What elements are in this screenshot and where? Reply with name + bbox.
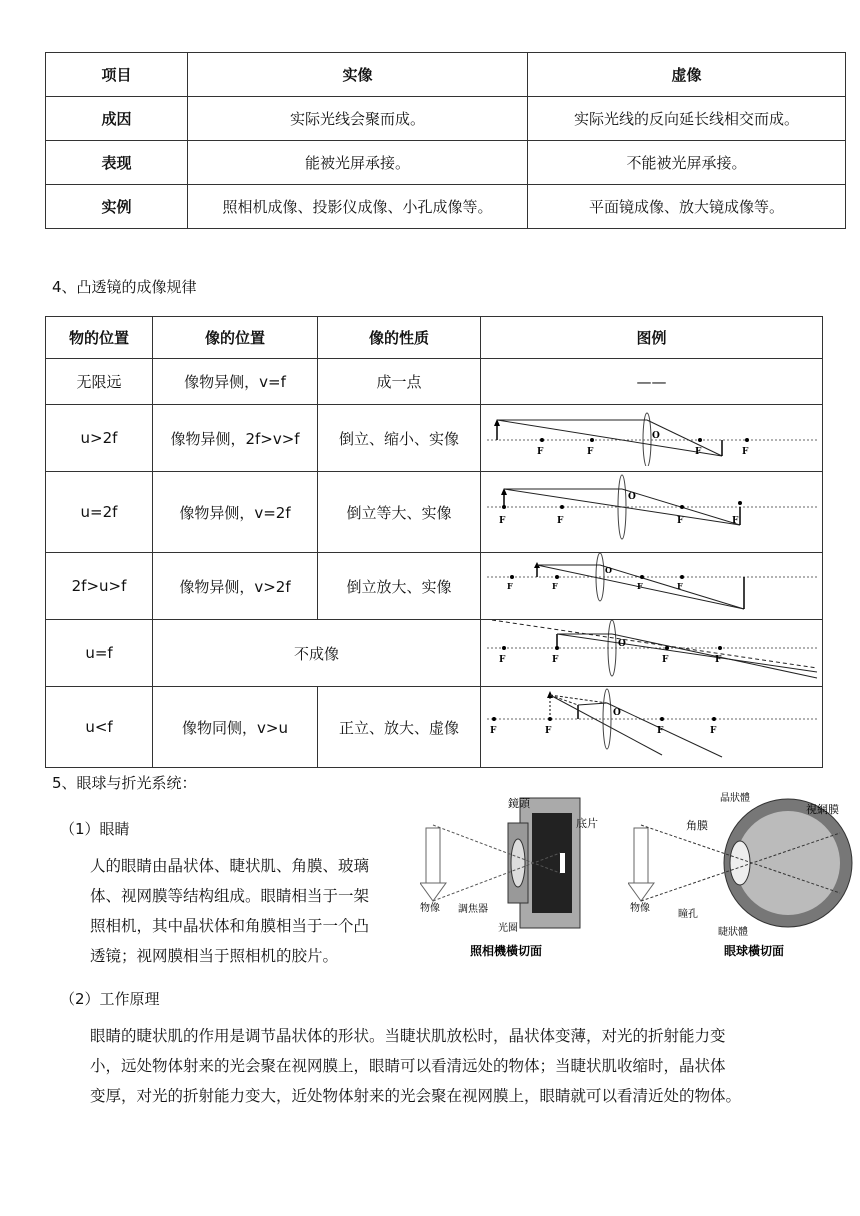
text-line: 变厚，对光的折射能力变大，近处物体射来的光会聚在视网膜上，眼睛就可以看清近处的物体。: [90, 1087, 742, 1105]
ray-diagram-cell: [481, 620, 823, 687]
focus-label: F: [709, 726, 716, 736]
table-cell: 像物同侧，v>u: [153, 687, 318, 768]
center-label: O: [612, 708, 621, 718]
ray-diagram-u-lt-f: [482, 687, 822, 763]
object-label: 物像: [420, 903, 440, 914]
table-row: [46, 185, 846, 229]
convex-lens-table: [45, 316, 823, 768]
table-row: [46, 553, 823, 620]
center-label: O: [651, 431, 660, 441]
image-type-table: [45, 52, 846, 229]
table-cell: ——: [481, 359, 823, 405]
focus-ring-label: 調焦器: [458, 904, 488, 915]
focus-label: F: [676, 581, 683, 591]
header-cell: 像的位置: [153, 317, 318, 359]
table-cell: 倒立、缩小、实像: [318, 405, 481, 472]
focus-label: F: [741, 447, 748, 457]
eye-subsection-title: （1）眼睛: [60, 820, 130, 838]
focus-label: F: [676, 516, 683, 526]
table-header-row: [46, 53, 846, 97]
text-line: 透镜；视网膜相当于照相机的胶片。: [90, 947, 339, 965]
ciliary-label: 睫狀體: [718, 927, 748, 938]
camera-caption: 照相機橫切面: [470, 944, 543, 958]
object-label: 物像: [630, 903, 650, 914]
table-cell: 像物异侧，v=2f: [153, 472, 318, 553]
header-cell: 实像: [188, 53, 528, 97]
principle-paragraph: [90, 1021, 860, 1111]
table-row: [46, 620, 823, 687]
table-cell: 倒立等大、实像: [318, 472, 481, 553]
aperture-label: 光圈: [498, 923, 518, 934]
ray-diagram-cell: [481, 405, 823, 472]
table-cell: 实际光线会聚而成。: [188, 97, 528, 141]
table-header-row: [46, 317, 823, 359]
header-cell: 物的位置: [46, 317, 153, 359]
table-cell: 2f>u>f: [46, 553, 153, 620]
focus-label: F: [536, 447, 543, 457]
focus-label: F: [551, 655, 558, 665]
header-cell: 像的性质: [318, 317, 481, 359]
eye-cross-section-figure: [628, 783, 853, 963]
section-5-title: 5、眼球与折光系统：: [52, 774, 197, 792]
table-cell: 正立、放大、虚像: [318, 687, 481, 768]
crystal-label: 晶狀體: [720, 793, 750, 804]
focus-label: F: [506, 581, 513, 591]
header-cell: 项目: [46, 53, 188, 97]
focus-label: F: [656, 726, 663, 736]
ray-diagram-cell: [481, 553, 823, 620]
table-cell: 平面镜成像、放大镜成像等。: [528, 185, 846, 229]
text-line: 人的眼睛由晶状体、睫状肌、角膜、玻璃: [90, 857, 370, 875]
film-label: 底片: [576, 817, 598, 830]
eye-paragraph: [90, 851, 410, 971]
focus-label: F: [731, 516, 738, 526]
focus-label: F: [544, 726, 551, 736]
ray-diagram-u-eq-2f: [482, 473, 822, 547]
table-row: [46, 359, 823, 405]
table-cell: 能被光屏承接。: [188, 141, 528, 185]
retina-label: 視網膜: [806, 803, 839, 816]
focus-label: F: [694, 447, 701, 457]
focus-label: F: [498, 655, 505, 665]
ray-diagram-2f-u-f: [482, 553, 822, 615]
table-cell: 照相机成像、投影仪成像、小孔成像等。: [188, 185, 528, 229]
principle-subsection-title: （2）工作原理: [60, 990, 160, 1008]
text-line: 照相机，其中晶状体和角膜相当于一个凸: [90, 917, 370, 935]
table-cell: 像物异侧，2f>v>f: [153, 405, 318, 472]
header-cell: 图例: [481, 317, 823, 359]
table-cell: 实际光线的反向延长线相交而成。: [528, 97, 846, 141]
cornea-label: 角膜: [686, 819, 708, 832]
text-line: 小，远处物体射来的光会聚在视网膜上，眼睛可以看清远处的物体；当睫状肌收缩时，晶状体: [90, 1057, 726, 1075]
focus-label: F: [661, 655, 668, 665]
text-line: 体、视网膜等结构组成。眼睛相当于一架: [90, 887, 370, 905]
table-row: [46, 687, 823, 768]
table-cell: u>2f: [46, 405, 153, 472]
camera-cross-section-figure: [420, 783, 620, 963]
focus-label: F: [556, 516, 563, 526]
table-cell: u<f: [46, 687, 153, 768]
text-line: 眼睛的睫状肌的作用是调节晶状体的形状。当睫状肌放松时，晶状体变薄，对光的折射能力变: [90, 1027, 726, 1045]
ray-diagram-u-gt-2f: [482, 406, 822, 466]
table-cell: 倒立放大、实像: [318, 553, 481, 620]
table-cell: u=2f: [46, 472, 153, 553]
table-row: [46, 472, 823, 553]
center-label: O: [627, 492, 636, 502]
table-cell: 不能被光屏承接。: [528, 141, 846, 185]
focus-label: F: [586, 447, 593, 457]
table-cell: u=f: [46, 620, 153, 687]
focus-label: F: [636, 581, 643, 591]
pupil-label: 瞳孔: [678, 909, 698, 920]
focus-label: F: [489, 726, 496, 736]
focus-label: F: [551, 581, 558, 591]
section-4-title: 4、凸透镜的成像规律: [52, 278, 197, 296]
ray-diagram-cell: [481, 687, 823, 768]
row-label: 成因: [46, 97, 188, 141]
merged-cell: 不成像: [153, 620, 481, 687]
eye-caption: 眼球橫切面: [724, 944, 785, 958]
row-label: 实例: [46, 185, 188, 229]
table-row: [46, 141, 846, 185]
center-label: O: [617, 639, 626, 649]
table-row: [46, 405, 823, 472]
center-label: O: [604, 565, 612, 575]
table-cell: 无限远: [46, 359, 153, 405]
ray-diagram-cell: [481, 472, 823, 553]
table-cell: 像物异侧，v=f: [153, 359, 318, 405]
lens-label: 鏡頭: [508, 797, 530, 810]
table-cell: 成一点: [318, 359, 481, 405]
focus-label: F: [714, 655, 721, 665]
focus-label: F: [498, 516, 505, 526]
header-cell: 虚像: [528, 53, 846, 97]
row-label: 表现: [46, 141, 188, 185]
table-row: [46, 97, 846, 141]
table-cell: 像物异侧，v>2f: [153, 553, 318, 620]
ray-diagram-u-eq-f: [482, 620, 822, 682]
